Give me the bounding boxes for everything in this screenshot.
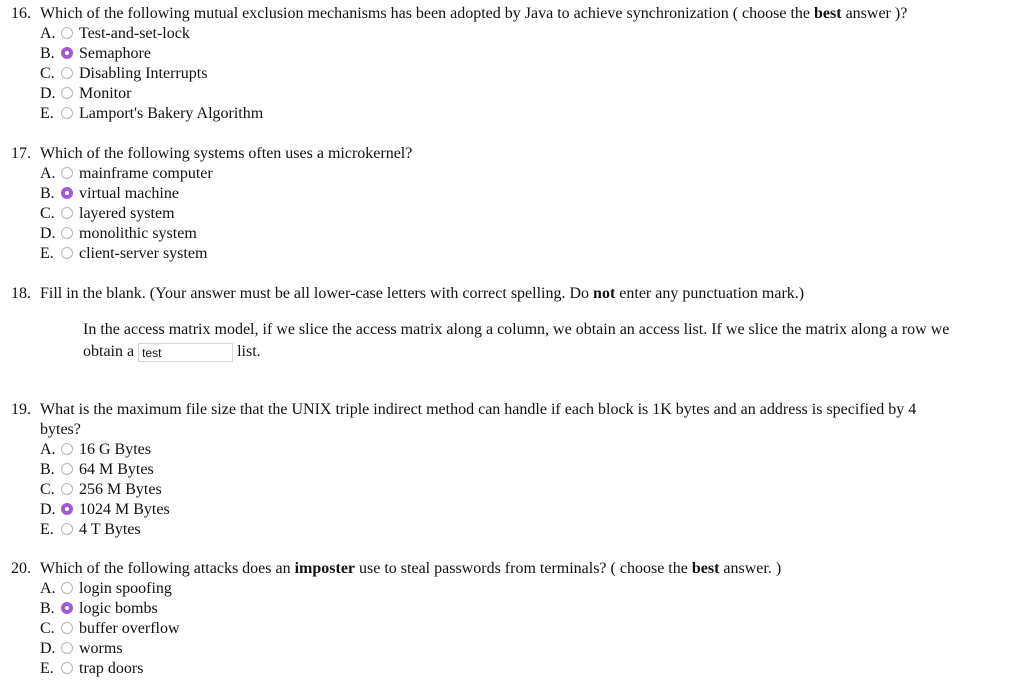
option-label: Disabling Interrupts [79, 65, 208, 82]
option-e[interactable]: E. client-server system [40, 245, 208, 262]
option-label: 64 M Bytes [79, 461, 154, 478]
option-d[interactable]: D. monolithic system [40, 225, 197, 242]
option-label: Semaphore [79, 45, 151, 62]
option-e[interactable]: E. trap doors [40, 660, 144, 677]
fill-in-paragraph: In the access matrix model, if we slice the access matrix along a column, we obtain an access list. If we slice the matrix along a row we obtain a test list. [83, 321, 950, 360]
option-label: mainframe computer [79, 165, 213, 182]
option-d[interactable]: D. 1024 M Bytes [40, 501, 170, 518]
radio-button-selected[interactable] [61, 187, 73, 199]
question-text: 18. Fill in the blank. (Your answer must be all lower-case letters with correct spelling. Do not enter any punctuation mark.) [11, 285, 805, 302]
question-18 [11, 284, 1016, 304]
question-16 [11, 4, 1016, 124]
radio-button[interactable] [61, 622, 73, 634]
option-b[interactable]: B. virtual machine [40, 185, 179, 202]
question-number: 19. [11, 401, 31, 418]
option-label: login spoofing [79, 580, 172, 597]
radio-button[interactable] [61, 227, 73, 239]
radio-button[interactable] [61, 523, 73, 535]
option-b[interactable]: B. logic bombs [40, 600, 158, 617]
option-label: Lamport's Bakery Algorithm [79, 105, 264, 122]
option-d[interactable]: D. worms [40, 640, 123, 657]
option-label: worms [79, 640, 123, 657]
radio-button[interactable] [61, 107, 73, 119]
option-e[interactable]: E. Lamport's Bakery Algorithm [40, 105, 264, 122]
radio-button-selected[interactable] [61, 602, 73, 614]
option-c[interactable]: C. 256 M Bytes [40, 481, 162, 498]
fill-in-blank-input[interactable]: test [138, 343, 233, 362]
option-a[interactable]: A. Test-and-set-lock [40, 25, 190, 42]
radio-button[interactable] [61, 247, 73, 259]
option-a[interactable]: A. login spoofing [40, 580, 172, 597]
question-text: 20. Which of the following attacks does an imposter use to steal passwords from terminals? ( choose the best answer. ) [11, 560, 782, 577]
option-a[interactable]: A. mainframe computer [40, 165, 213, 182]
option-c[interactable]: C. Disabling Interrupts [40, 65, 208, 82]
option-label: 16 G Bytes [79, 441, 151, 458]
option-label: 4 T Bytes [79, 521, 141, 538]
question-20 [11, 559, 1016, 679]
option-label: layered system [79, 205, 175, 222]
option-label: Monitor [79, 85, 132, 102]
option-label: buffer overflow [79, 620, 180, 637]
radio-button[interactable] [61, 463, 73, 475]
question-text: 19. What is the maximum file size that the UNIX triple indirect method can handle if each block is 1K bytes and an address is specified by 4 [11, 401, 917, 418]
question-19 [11, 400, 1016, 540]
option-label: client-server system [79, 245, 208, 262]
option-label: Test-and-set-lock [79, 25, 190, 42]
radio-button[interactable] [61, 207, 73, 219]
option-e[interactable]: E. 4 T Bytes [40, 521, 141, 538]
radio-button-selected[interactable] [61, 503, 73, 515]
radio-button[interactable] [61, 27, 73, 39]
question-number: 16. [11, 5, 31, 22]
radio-button[interactable] [61, 642, 73, 654]
option-label: trap doors [79, 660, 144, 677]
question-text-continued: bytes? [40, 421, 81, 438]
option-b[interactable]: B. Semaphore [40, 45, 151, 62]
radio-button[interactable] [61, 443, 73, 455]
option-label: 256 M Bytes [79, 481, 162, 498]
option-label: 1024 M Bytes [79, 501, 170, 518]
radio-button[interactable] [61, 87, 73, 99]
question-text: 16. Which of the following mutual exclusion mechanisms has been adopted by Java to achieve synchronization ( choose the best answer )? [11, 5, 908, 22]
option-c[interactable]: C. buffer overflow [40, 620, 180, 637]
option-c[interactable]: C. layered system [40, 205, 175, 222]
option-label: virtual machine [79, 185, 179, 202]
option-label: logic bombs [79, 600, 158, 617]
option-label: monolithic system [79, 225, 197, 242]
radio-button[interactable] [61, 662, 73, 674]
option-b[interactable]: B. 64 M Bytes [40, 461, 154, 478]
radio-button[interactable] [61, 582, 73, 594]
radio-button[interactable] [61, 67, 73, 79]
radio-button[interactable] [61, 167, 73, 179]
question-text: 17. Which of the following systems often uses a microkernel? [11, 145, 413, 162]
question-number: 17. [11, 145, 31, 162]
radio-button[interactable] [61, 483, 73, 495]
question-17 [11, 144, 1016, 264]
option-a[interactable]: A. 16 G Bytes [40, 441, 151, 458]
question-number: 20. [11, 560, 31, 577]
option-d[interactable]: D. Monitor [40, 85, 132, 102]
question-number: 18. [11, 285, 31, 302]
radio-button-selected[interactable] [61, 47, 73, 59]
